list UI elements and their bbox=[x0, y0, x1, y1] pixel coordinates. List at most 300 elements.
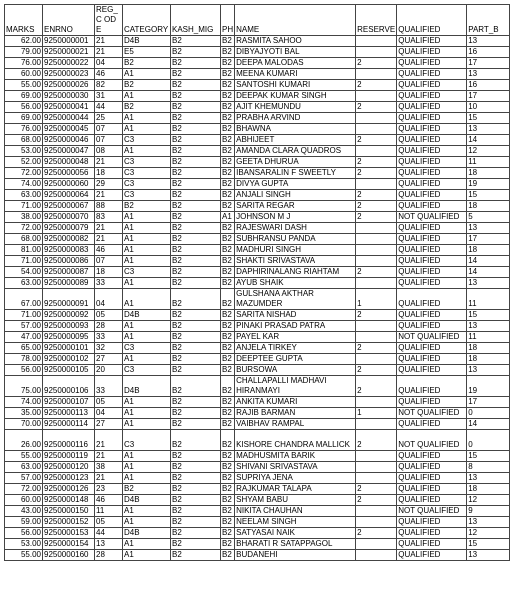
table-row bbox=[5, 47, 510, 58]
cell-enrno: 9250000154 bbox=[43, 539, 95, 550]
col-header-category: CATEGORY bbox=[123, 5, 171, 36]
cell-marks: 56.00 bbox=[5, 102, 43, 113]
cell-name: DEEPTEE GUPTA bbox=[235, 354, 356, 365]
cell-qualified: NOT QUALIFIED bbox=[397, 408, 467, 419]
cell-enrno: 9250000047 bbox=[43, 146, 95, 157]
cell-marks: 72.00 bbox=[5, 223, 43, 234]
table-row bbox=[5, 289, 510, 310]
cell-qualified: QUALIFIED bbox=[397, 135, 467, 146]
cell-enrno: 9250000087 bbox=[43, 267, 95, 278]
cell-reg-code: 21 bbox=[95, 190, 123, 201]
cell-kash-mig: B2 bbox=[171, 289, 221, 310]
cell-category: D4B bbox=[123, 376, 171, 397]
cell-category: D4B bbox=[123, 528, 171, 539]
cell-enrno: 9250000152 bbox=[43, 517, 95, 528]
cell-name: SARITA NISHAD bbox=[235, 310, 356, 321]
cell-marks: 63.00 bbox=[5, 462, 43, 473]
cell-qualified: QUALIFIED bbox=[397, 473, 467, 484]
cell-ph: B2 bbox=[221, 179, 235, 190]
cell-marks: 38.00 bbox=[5, 212, 43, 223]
cell-enrno: 9250000095 bbox=[43, 332, 95, 343]
cell-name: SHAKTI SRIVASTAVA bbox=[235, 256, 356, 267]
cell-reserve bbox=[356, 517, 397, 528]
cell-part-b: 18 bbox=[467, 354, 510, 365]
table-row bbox=[5, 462, 510, 473]
cell-marks: 65.00 bbox=[5, 343, 43, 354]
cell-category: D4B bbox=[123, 310, 171, 321]
cell-marks: 52.00 bbox=[5, 157, 43, 168]
cell-kash-mig: B2 bbox=[171, 168, 221, 179]
cell-reserve: 2 bbox=[356, 495, 397, 506]
cell-reserve: 2 bbox=[356, 135, 397, 146]
cell-reg-code: 28 bbox=[95, 550, 123, 561]
cell-kash-mig: B2 bbox=[171, 332, 221, 343]
table-row bbox=[5, 135, 510, 146]
cell-marks: 69.00 bbox=[5, 91, 43, 102]
cell-qualified: QUALIFIED bbox=[397, 58, 467, 69]
cell-name: DEEPAK KUMAR SINGH bbox=[235, 91, 356, 102]
cell-reg-code: 21 bbox=[95, 451, 123, 462]
cell-qualified: QUALIFIED bbox=[397, 267, 467, 278]
cell-qualified: QUALIFIED bbox=[397, 451, 467, 462]
cell-qualified: QUALIFIED bbox=[397, 69, 467, 80]
cell-reserve bbox=[356, 179, 397, 190]
cell-ph: B2 bbox=[221, 91, 235, 102]
cell-name: NEELAM SINGH bbox=[235, 517, 356, 528]
cell-name: SUPRIYA JENA bbox=[235, 473, 356, 484]
cell-reg-code: 04 bbox=[95, 408, 123, 419]
cell-marks: 71.00 bbox=[5, 201, 43, 212]
cell-qualified: QUALIFIED bbox=[397, 179, 467, 190]
cell-part-b: 9 bbox=[467, 506, 510, 517]
cell-marks: 81.00 bbox=[5, 245, 43, 256]
cell-part-b: 12 bbox=[467, 146, 510, 157]
cell-kash-mig: B2 bbox=[171, 495, 221, 506]
cell-reg-code: 08 bbox=[95, 146, 123, 157]
table-row bbox=[5, 212, 510, 223]
cell-enrno: 9250000160 bbox=[43, 550, 95, 561]
cell-reserve bbox=[356, 550, 397, 561]
col-header-name: NAME bbox=[235, 5, 356, 36]
cell-part-b: 18 bbox=[467, 168, 510, 179]
cell-name: SUBHRANSU PANDA bbox=[235, 234, 356, 245]
cell-marks: 60.00 bbox=[5, 69, 43, 80]
cell-ph: B2 bbox=[221, 365, 235, 376]
cell-reserve bbox=[356, 234, 397, 245]
cell-reserve: 1 bbox=[356, 408, 397, 419]
cell-marks: 63.00 bbox=[5, 278, 43, 289]
cell-reg-code: 25 bbox=[95, 113, 123, 124]
cell-marks: 74.00 bbox=[5, 179, 43, 190]
cell-marks: 35.00 bbox=[5, 408, 43, 419]
cell-ph: B2 bbox=[221, 376, 235, 397]
cell-reserve: 2 bbox=[356, 190, 397, 201]
cell-ph: B2 bbox=[221, 69, 235, 80]
cell-reg-code: 21 bbox=[95, 234, 123, 245]
table-row bbox=[5, 419, 510, 430]
cell-part-b: 5 bbox=[467, 212, 510, 223]
cell-category: C3 bbox=[123, 179, 171, 190]
cell-reserve: 2 bbox=[356, 102, 397, 113]
cell-ph: B2 bbox=[221, 495, 235, 506]
cell-category: A1 bbox=[123, 451, 171, 462]
cell-name: PINAKI PRASAD PATRA bbox=[235, 321, 356, 332]
table-row bbox=[5, 245, 510, 256]
cell-ph: B2 bbox=[221, 157, 235, 168]
header-row bbox=[5, 5, 510, 36]
cell-kash-mig: B2 bbox=[171, 517, 221, 528]
cell-enrno: 9250000023 bbox=[43, 69, 95, 80]
cell-marks: 78.00 bbox=[5, 354, 43, 365]
cell-kash-mig: B2 bbox=[171, 157, 221, 168]
cell-reg-code: 11 bbox=[95, 506, 123, 517]
cell-reserve bbox=[356, 91, 397, 102]
cell-ph: B2 bbox=[221, 102, 235, 113]
cell-kash-mig: B2 bbox=[171, 245, 221, 256]
cell-ph: B2 bbox=[221, 397, 235, 408]
cell-kash-mig: B2 bbox=[171, 146, 221, 157]
table-row bbox=[5, 354, 510, 365]
cell-ph: B2 bbox=[221, 321, 235, 332]
cell-enrno: 9250000105 bbox=[43, 365, 95, 376]
cell-qualified: QUALIFIED bbox=[397, 528, 467, 539]
cell-reserve bbox=[356, 256, 397, 267]
cell-part-b: 16 bbox=[467, 80, 510, 91]
cell-part-b: 17 bbox=[467, 91, 510, 102]
cell-kash-mig: B2 bbox=[171, 36, 221, 47]
table-row bbox=[5, 256, 510, 267]
cell-category: A1 bbox=[123, 234, 171, 245]
cell-part-b: 11 bbox=[467, 289, 510, 310]
cell-qualified: QUALIFIED bbox=[397, 539, 467, 550]
cell-ph: B2 bbox=[221, 168, 235, 179]
cell-ph: B2 bbox=[221, 539, 235, 550]
cell-ph: B2 bbox=[221, 234, 235, 245]
cell-ph: B2 bbox=[221, 146, 235, 157]
cell-qualified: NOT QUALIFIED bbox=[397, 430, 467, 451]
cell-category: A1 bbox=[123, 354, 171, 365]
cell-qualified: QUALIFIED bbox=[397, 36, 467, 47]
cell-category: B2 bbox=[123, 484, 171, 495]
cell-reg-code: 21 bbox=[95, 36, 123, 47]
cell-category: A1 bbox=[123, 124, 171, 135]
table-row bbox=[5, 506, 510, 517]
cell-marks: 75.00 bbox=[5, 376, 43, 397]
cell-reserve bbox=[356, 354, 397, 365]
table-row bbox=[5, 223, 510, 234]
cell-ph: A1 bbox=[221, 212, 235, 223]
table-row bbox=[5, 528, 510, 539]
cell-reg-code: 05 bbox=[95, 397, 123, 408]
cell-marks: 57.00 bbox=[5, 321, 43, 332]
cell-reg-code: 21 bbox=[95, 430, 123, 451]
col-header-ph: PH bbox=[221, 5, 235, 36]
col-header-kash-mig: KASH_MIG bbox=[171, 5, 221, 36]
cell-part-b: 19 bbox=[467, 179, 510, 190]
cell-reserve: 2 bbox=[356, 212, 397, 223]
cell-part-b: 17 bbox=[467, 397, 510, 408]
cell-enrno: 9250000093 bbox=[43, 321, 95, 332]
cell-reserve: 2 bbox=[356, 310, 397, 321]
cell-category: A1 bbox=[123, 473, 171, 484]
cell-marks: 47.00 bbox=[5, 332, 43, 343]
cell-category: A1 bbox=[123, 462, 171, 473]
cell-enrno: 9250000107 bbox=[43, 397, 95, 408]
table-row bbox=[5, 539, 510, 550]
cell-enrno: 9250000044 bbox=[43, 113, 95, 124]
cell-enrno: 9250000082 bbox=[43, 234, 95, 245]
cell-category: C3 bbox=[123, 343, 171, 354]
table-body bbox=[5, 36, 510, 561]
table-row bbox=[5, 91, 510, 102]
table-row bbox=[5, 124, 510, 135]
cell-kash-mig: B2 bbox=[171, 135, 221, 146]
cell-marks: 74.00 bbox=[5, 397, 43, 408]
cell-enrno: 9250000067 bbox=[43, 201, 95, 212]
cell-part-b: 11 bbox=[467, 157, 510, 168]
cell-enrno: 9250000102 bbox=[43, 354, 95, 365]
cell-enrno: 9250000086 bbox=[43, 256, 95, 267]
cell-ph: B2 bbox=[221, 343, 235, 354]
cell-reg-code: 04 bbox=[95, 58, 123, 69]
cell-marks: 53.00 bbox=[5, 146, 43, 157]
cell-reserve: 2 bbox=[356, 168, 397, 179]
table-row bbox=[5, 310, 510, 321]
table-row bbox=[5, 473, 510, 484]
table-row bbox=[5, 146, 510, 157]
cell-reg-code: 07 bbox=[95, 256, 123, 267]
cell-part-b: 17 bbox=[467, 234, 510, 245]
cell-enrno: 9250000045 bbox=[43, 124, 95, 135]
cell-category: B2 bbox=[123, 58, 171, 69]
cell-kash-mig: B2 bbox=[171, 430, 221, 451]
table-row bbox=[5, 267, 510, 278]
cell-enrno: 9250000091 bbox=[43, 289, 95, 310]
cell-part-b: 13 bbox=[467, 278, 510, 289]
cell-name: SARITA REGAR bbox=[235, 201, 356, 212]
cell-category: A1 bbox=[123, 113, 171, 124]
table-row bbox=[5, 168, 510, 179]
cell-kash-mig: B2 bbox=[171, 58, 221, 69]
cell-enrno: 9250000119 bbox=[43, 451, 95, 462]
cell-part-b: 13 bbox=[467, 365, 510, 376]
cell-qualified: QUALIFIED bbox=[397, 91, 467, 102]
cell-ph: B2 bbox=[221, 135, 235, 146]
cell-part-b: 12 bbox=[467, 495, 510, 506]
cell-part-b: 17 bbox=[467, 58, 510, 69]
cell-ph: B2 bbox=[221, 517, 235, 528]
cell-part-b: 15 bbox=[467, 451, 510, 462]
cell-enrno: 9250000123 bbox=[43, 473, 95, 484]
cell-enrno: 9250000116 bbox=[43, 430, 95, 451]
cell-part-b: 14 bbox=[467, 256, 510, 267]
cell-part-b: 15 bbox=[467, 113, 510, 124]
cell-reg-code: 44 bbox=[95, 102, 123, 113]
cell-reg-code: 28 bbox=[95, 321, 123, 332]
cell-ph: B2 bbox=[221, 124, 235, 135]
cell-kash-mig: B2 bbox=[171, 256, 221, 267]
cell-part-b: 13 bbox=[467, 321, 510, 332]
cell-ph: B2 bbox=[221, 36, 235, 47]
cell-category: B2 bbox=[123, 201, 171, 212]
cell-part-b: 0 bbox=[467, 430, 510, 451]
cell-kash-mig: B2 bbox=[171, 80, 221, 91]
cell-ph: B2 bbox=[221, 201, 235, 212]
cell-enrno: 9250000026 bbox=[43, 80, 95, 91]
cell-marks: 79.00 bbox=[5, 47, 43, 58]
table-row bbox=[5, 201, 510, 212]
cell-part-b: 10 bbox=[467, 102, 510, 113]
cell-kash-mig: B2 bbox=[171, 102, 221, 113]
cell-marks: 70.00 bbox=[5, 419, 43, 430]
cell-reserve: 2 bbox=[356, 430, 397, 451]
cell-reg-code: 27 bbox=[95, 354, 123, 365]
cell-part-b: 13 bbox=[467, 36, 510, 47]
cell-category: C3 bbox=[123, 430, 171, 451]
cell-name: MADHUSMITA BARIK bbox=[235, 451, 356, 462]
cell-qualified: QUALIFIED bbox=[397, 201, 467, 212]
table-row bbox=[5, 113, 510, 124]
cell-marks: 68.00 bbox=[5, 135, 43, 146]
cell-enrno: 9250000021 bbox=[43, 47, 95, 58]
cell-reg-code: 83 bbox=[95, 212, 123, 223]
cell-reserve bbox=[356, 245, 397, 256]
cell-name: DAPHIRINALANG RIAHTAM bbox=[235, 267, 356, 278]
cell-qualified: QUALIFIED bbox=[397, 343, 467, 354]
cell-ph: B2 bbox=[221, 80, 235, 91]
cell-kash-mig: B2 bbox=[171, 343, 221, 354]
cell-category: B2 bbox=[123, 102, 171, 113]
table-row bbox=[5, 397, 510, 408]
table-row bbox=[5, 190, 510, 201]
cell-reserve bbox=[356, 506, 397, 517]
cell-qualified: NOT QUALIFIED bbox=[397, 506, 467, 517]
cell-qualified: QUALIFIED bbox=[397, 495, 467, 506]
cell-category: A1 bbox=[123, 321, 171, 332]
cell-category: B2 bbox=[123, 80, 171, 91]
cell-enrno: 9250000064 bbox=[43, 190, 95, 201]
cell-marks: 56.00 bbox=[5, 528, 43, 539]
cell-marks: 63.00 bbox=[5, 190, 43, 201]
cell-category: A1 bbox=[123, 278, 171, 289]
cell-name: BHAWNA bbox=[235, 124, 356, 135]
cell-part-b: 15 bbox=[467, 310, 510, 321]
cell-name: GULSHANA AKTHAR MAZUMDER bbox=[235, 289, 356, 310]
cell-enrno: 9250000089 bbox=[43, 278, 95, 289]
cell-reg-code: 27 bbox=[95, 419, 123, 430]
cell-name: KISHORE CHANDRA MALLICK bbox=[235, 430, 356, 451]
cell-category: A1 bbox=[123, 408, 171, 419]
cell-marks: 55.00 bbox=[5, 451, 43, 462]
cell-category: E5 bbox=[123, 47, 171, 58]
cell-qualified: QUALIFIED bbox=[397, 113, 467, 124]
table-row bbox=[5, 343, 510, 354]
cell-enrno: 9250000046 bbox=[43, 135, 95, 146]
cell-kash-mig: B2 bbox=[171, 365, 221, 376]
cell-category: A1 bbox=[123, 146, 171, 157]
cell-reg-code: 21 bbox=[95, 157, 123, 168]
cell-qualified: QUALIFIED bbox=[397, 365, 467, 376]
table-row bbox=[5, 484, 510, 495]
cell-name: JOHNSON M J bbox=[235, 212, 356, 223]
cell-name: MEENA KUMARI bbox=[235, 69, 356, 80]
cell-qualified: QUALIFIED bbox=[397, 157, 467, 168]
cell-ph: B2 bbox=[221, 267, 235, 278]
cell-category: A1 bbox=[123, 517, 171, 528]
cell-category: C3 bbox=[123, 168, 171, 179]
cell-ph: B2 bbox=[221, 408, 235, 419]
cell-qualified: QUALIFIED bbox=[397, 223, 467, 234]
cell-reg-code: 33 bbox=[95, 376, 123, 397]
cell-qualified: QUALIFIED bbox=[397, 80, 467, 91]
cell-reg-code: 82 bbox=[95, 80, 123, 91]
cell-qualified: NOT QUALIFIED bbox=[397, 332, 467, 343]
cell-part-b: 14 bbox=[467, 135, 510, 146]
cell-reserve: 1 bbox=[356, 289, 397, 310]
cell-category: C3 bbox=[123, 267, 171, 278]
cell-reserve: 2 bbox=[356, 267, 397, 278]
results-table bbox=[4, 4, 510, 561]
cell-ph: B2 bbox=[221, 223, 235, 234]
cell-part-b: 18 bbox=[467, 484, 510, 495]
cell-reserve: 2 bbox=[356, 343, 397, 354]
cell-marks: 67.00 bbox=[5, 289, 43, 310]
cell-reserve: 2 bbox=[356, 80, 397, 91]
col-header-reg-code: REG_C ODE bbox=[95, 5, 123, 36]
cell-marks: 72.00 bbox=[5, 168, 43, 179]
cell-enrno: 9250000041 bbox=[43, 102, 95, 113]
cell-reserve bbox=[356, 451, 397, 462]
cell-part-b: 14 bbox=[467, 267, 510, 278]
cell-name: BURSOWA bbox=[235, 365, 356, 376]
cell-reserve: 2 bbox=[356, 484, 397, 495]
cell-category: C3 bbox=[123, 157, 171, 168]
cell-kash-mig: B2 bbox=[171, 212, 221, 223]
cell-enrno: 9250000030 bbox=[43, 91, 95, 102]
cell-part-b: 13 bbox=[467, 473, 510, 484]
cell-qualified: QUALIFIED bbox=[397, 376, 467, 397]
cell-name: ABHIJEET bbox=[235, 135, 356, 146]
cell-part-b: 13 bbox=[467, 124, 510, 135]
cell-marks: 59.00 bbox=[5, 517, 43, 528]
cell-kash-mig: B2 bbox=[171, 234, 221, 245]
cell-part-b: 19 bbox=[467, 376, 510, 397]
cell-name: ANJELA TIRKEY bbox=[235, 343, 356, 354]
cell-reserve bbox=[356, 47, 397, 58]
cell-qualified: QUALIFIED bbox=[397, 550, 467, 561]
cell-part-b: 13 bbox=[467, 69, 510, 80]
cell-reserve: 2 bbox=[356, 528, 397, 539]
cell-part-b: 18 bbox=[467, 201, 510, 212]
cell-reg-code: 33 bbox=[95, 278, 123, 289]
cell-name: AYUB SHAIK bbox=[235, 278, 356, 289]
cell-part-b: 18 bbox=[467, 245, 510, 256]
cell-ph: B2 bbox=[221, 256, 235, 267]
cell-name: PAYEL KAR bbox=[235, 332, 356, 343]
cell-reserve: 2 bbox=[356, 157, 397, 168]
cell-reg-code: 44 bbox=[95, 528, 123, 539]
col-header-marks: MARKS bbox=[5, 5, 43, 36]
cell-reserve bbox=[356, 124, 397, 135]
cell-marks: 76.00 bbox=[5, 58, 43, 69]
cell-reserve bbox=[356, 278, 397, 289]
cell-qualified: QUALIFIED bbox=[397, 419, 467, 430]
cell-enrno: 9250000083 bbox=[43, 245, 95, 256]
cell-qualified: QUALIFIED bbox=[397, 256, 467, 267]
cell-enrno: 9250000056 bbox=[43, 168, 95, 179]
cell-name: IBANSARALIN F SWEETLY bbox=[235, 168, 356, 179]
cell-kash-mig: B2 bbox=[171, 190, 221, 201]
